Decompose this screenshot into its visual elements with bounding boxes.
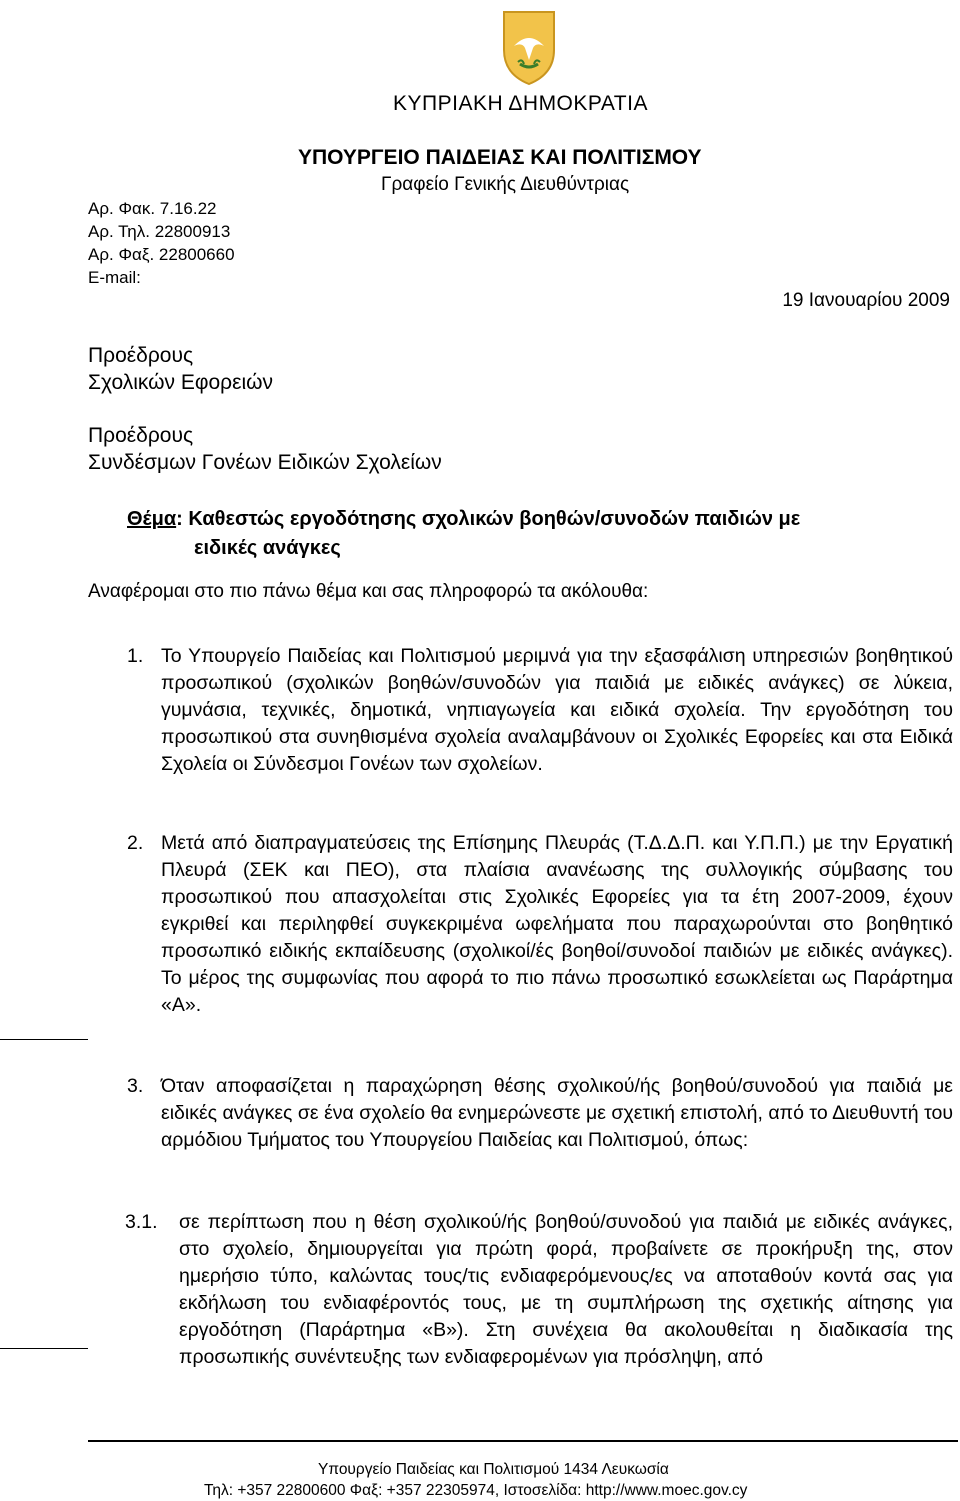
subject-colon: : (176, 508, 183, 530)
margin-fold-line (0, 1039, 88, 1040)
footer-contacts: Τηλ: +357 22800600 Φαξ: +357 22305974, Ιστοσελίδα: http://www.moec.gov.cy (204, 1482, 748, 1499)
subject (127, 505, 947, 563)
recipient-1-line-1: Προέδρους (88, 344, 194, 367)
item-1-number: 1. (127, 645, 144, 667)
item-2-text: Μετά από διαπραγματεύσεις της Επίσημης Πλευράς (Τ.Δ.Δ.Π. και Υ.Π.Π.) με την Εργατική Πλευρά (ΣΕΚ και ΠΕΟ), στα πλαίσια ανανέωσης της συλλογικής σύμβασης του προσωπικού που απασχολείται στις Σχολικές Εφορείες για τα έτη 2007-2009, έχουν εγκριθεί και περιληφθεί συγκεκριμένα ωφελήματα που παραχωρούνται στο βοηθητικό προσωπικό ειδικής εκπαίδευσης (σχολικοί/ές βοηθοί/συνοδοί παιδιών με ειδικές ανάγκες). Το μέρος της συμφωνίας που αφορά το πιο πάνω προσωπικό εσωκλείεται ως Παράρτημα «Α». (161, 832, 953, 1016)
item-2-number: 2. (127, 832, 144, 854)
item-3-text: Όταν αποφασίζεται η παραχώρηση θέσης σχολικού/ής βοηθού/συνοδού για παιδιά με ειδικές ανάγκες σε ένα σχολείο θα ενημερώνεστε με σχετική επιστολή, από το Διευθυντή του αρμόδιου Τμήματος του Υπουργείου Παιδείας και Πολιτισμού, όπως: (161, 1075, 953, 1151)
subject-line-1: Καθεστώς εργοδότησης σχολικών βοηθών/συνοδών παιδιών με (188, 508, 801, 530)
intro-text: Αναφέρομαι στο πιο πάνω θέμα και σας πληροφορώ τα ακόλουθα: (88, 581, 649, 602)
item-3-number: 3. (127, 1075, 144, 1097)
recipient-2-line-2: Συνδέσμων Γονέων Ειδικών Σχολείων (88, 451, 442, 474)
recipient-1-line-2: Σχολικών Εφορειών (88, 371, 274, 394)
email-reference: E-mail: (88, 268, 141, 287)
republic-name: ΚΥΠΡΙΑΚΗ ΔΗΜΟΚΡΑΤΙΑ (393, 92, 648, 115)
item-3-1-number: 3.1. (125, 1211, 158, 1233)
office-name: Γραφείο Γενικής Διευθύντριας (381, 174, 630, 195)
ministry-name: ΥΠΟΥΡΓΕΙΟ ΠΑΙΔΕΙΑΣ ΚΑΙ ΠΟΛΙΤΙΣΜΟΥ (298, 146, 702, 169)
cyprus-coat-of-arms-icon (500, 8, 558, 86)
subject-line-2: ειδικές ανάγκες (194, 537, 341, 559)
letter-date: 19 Ιανουαρίου 2009 (782, 290, 950, 311)
telephone-reference: Αρ. Τηλ. 22800913 (88, 222, 231, 241)
subject-label: Θέμα (127, 508, 177, 530)
file-reference: Αρ. Φακ. 7.16.22 (88, 199, 217, 218)
recipient-1 (88, 342, 273, 396)
recipient-2 (88, 422, 442, 476)
fax-reference: Αρ. Φαξ. 22800660 (88, 245, 235, 264)
margin-fold-line (0, 1348, 88, 1349)
recipient-2-line-1: Προέδρους (88, 424, 194, 447)
item-3-1-text: σε περίπτωση που η θέση σχολικού/ής βοηθού/συνοδού για παιδιά με ειδικές ανάγκες, στο σχολείο, δημιουργείται για πρώτη φορά, προβαίνετε σε προκήρυξη της, στον ημερήσιο τύπο, καλώντας τους/τις ενδιαφερόμενους/ες να αποταθούν κοντά σας για εκδήλωση του ενδιαφέροντός τους, με τη συμπλήρωση της σχετικής αίτησης για εργοδότηση (Παράρτημα «Β»). Στη συνέχεια θα ακολουθείται η διαδικασία της προσωπικής συνέντευξης των ενδιαφερομένων για πρόσληψη, από (179, 1211, 953, 1368)
footer-rule (88, 1440, 958, 1442)
item-1-text: Το Υπουργείο Παιδείας και Πολιτισμού μεριμνά για την εξασφάλιση υπηρεσιών βοηθητικού προσωπικού (σχολικών βοηθών/συνοδών για παιδιά με ειδικές ανάγκες) σε λύκεια, γυμνάσια, τεχνικές, δημοτικά, νηπιαγωγεία και ειδικά σχολεία. Την εργοδότηση του προσωπικού στα συνηθισμένα σχολεία αναλαμβάνουν οι Σχολικές Εφορείες και στα Ειδικά Σχολεία οι Σύνδεσμοι Γονέων των σχολείων. (161, 645, 953, 775)
footer-address: Υπουργείο Παιδείας και Πολιτισμού 1434 Λευκωσία (318, 1461, 669, 1478)
